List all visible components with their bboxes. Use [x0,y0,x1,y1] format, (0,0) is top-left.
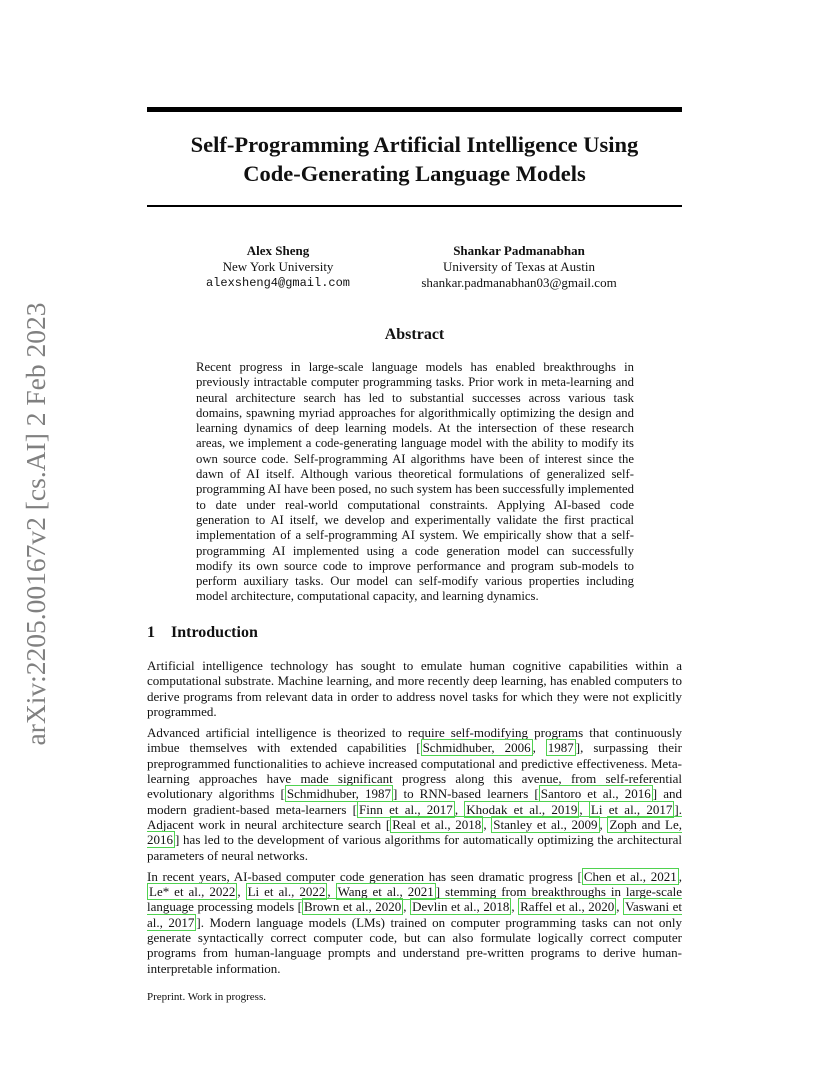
citation-link[interactable]: Khodak et al., 2019 [466,801,578,817]
text-run: , [483,816,492,832]
paragraph-1: Artificial intelligence technology has sought to emulate human cognitive capabilities within a computational substrate. Machine learning, and more recently deep learning, has enabled computers to derive programs from relevant data in order to address novel tasks for which they were not explicitly programmed. [147,658,682,719]
introduction-body [147,658,682,982]
paper-title-line-2: Code-Generating Language Models [243,161,586,186]
author-name: Alex Sheng [246,243,310,258]
text-run: , [403,899,411,915]
paper-title-line-1: Self-Programming Artificial Intelligence Using [190,132,639,157]
paragraph-2 [147,725,682,863]
text-run: Advanced artificial intelligence is theorized to require self-modifying programs that continuously imbue themselves with extended capabilities [ [147,725,682,756]
text-run: , [327,884,336,900]
citation-link[interactable]: Devlin et al., 2018 [412,899,510,915]
text-run: , [454,801,465,817]
author-email[interactable]: shankar.padmanabhan03@gmail.com [421,275,617,290]
text-run: ]. Adjacent work in neural architecture search [ [147,801,683,832]
citation-link[interactable]: Vaswani et al., 2017 [147,899,683,930]
citation-link[interactable]: Zoph and Le, 2016 [147,816,683,848]
citation-link[interactable]: Li et al., 2022 [247,884,326,900]
citation-link[interactable]: Le* et al., 2022 [149,884,236,900]
section-heading [147,624,258,642]
citation-link[interactable]: Schmidhuber, 2006 [422,740,531,756]
citation-link[interactable]: Schmidhuber, 1987 [286,786,392,802]
author-affiliation: University of Texas at Austin [443,259,595,274]
paper-title [147,130,682,188]
citation-link[interactable]: Stanley et al., 2009 [493,816,598,832]
citation-link[interactable]: Santoro et al., 2016 [540,786,651,802]
text-run: ] has led to the development of various algorithms for automatically optimizing the architectural parameters of neural networks. [147,832,682,863]
citation-link[interactable]: Wang et al., 2021 [337,884,434,900]
preprint-footer: Preprint. Work in progress. [147,991,266,1003]
citation-link[interactable]: Chen et al., 2021 [583,868,677,884]
text-run: ] to RNN-based learners [ [393,786,539,802]
author-affiliation: New York University [222,259,334,274]
paragraph-3 [147,869,682,976]
citation-link[interactable]: Raffel et al., 2020 [520,899,615,915]
text-run: , [237,884,246,900]
title-bottom-rule [147,205,682,207]
text-run: ] and modern gradient-based meta-learners [ [147,786,682,817]
author-email[interactable]: alexsheng4@gmail.com [205,276,351,290]
text-run: , [511,899,519,915]
citation-link[interactable]: 1987 [547,740,574,756]
title-top-rule [147,107,682,112]
citation-link[interactable]: Finn et al., 2017 [359,801,453,817]
author-block-2 [404,243,634,291]
author-name: Shankar Padmanabhan [453,243,585,258]
text-run: , [532,740,546,756]
text-run: , [616,899,624,915]
citation-link[interactable]: Li et al., 2017 [590,801,673,817]
section-title: Introduction [171,624,258,641]
section-number: 1 [147,624,155,641]
citation-link[interactable]: Real et al., 2018 [392,816,482,832]
text-run: , [678,868,682,884]
abstract-heading: Abstract [384,326,445,343]
citation-link[interactable]: Brown et al., 2020 [304,899,402,915]
text-run: , [599,816,608,832]
abstract-text: Recent progress in large-scale language models has enabled breakthroughs in previously intractable computer programming tasks. Prior work in meta-learning and neural architecture search has led to substantial successes across various task domains, spawning myriad approaches for algorithmically optimizing the design and learning dynamics of deep learning models. At the intersection of these research areas, we implement a code-generating language model with the ability to modify its own source code. Self-programming AI algorithms have been of interest since the dawn of AI itself. Although various theoretical formulations of generalized self-programming AI have been posed, no such system has been successfully implemented to date under real-world computational constraints. Applying AI-based code generation to AI itself, we develop and experimentally validate the first practical implementation of a self-programming AI system. We empirically show that a self-programming AI implemented using a code generation model can successfully modify its own source code to improve performance and program sub-models to perform auxiliary tasks. Our model can self-modify various properties including model architecture, computational capacity, and learning dynamics. [196,360,634,604]
text-run: ]. Modern language models (LMs) trained on computer programming tasks can not only generate syntactically correct computer code, but can also formulate logically correct computer programs from human-language prompts and understand pre-written programs to derive human-interpretable information. [147,914,682,976]
author-block-1 [187,243,369,291]
arxiv-identifier: arXiv:2205.00167v2 [cs.AI] 2 Feb 2023 [20,302,51,746]
text-run: In recent years, AI-based computer code generation has seen dramatic progress [ [147,868,582,884]
text-run: , [579,801,589,817]
text-run: ] stemming from breakthroughs in large-scale language processing models [ [147,884,682,915]
text-run: ], surpassing their preprogrammed functionalities to achieve increased computational and predictive effectiveness. Meta-learning approaches have made significant progress along this avenue, from self-referential evolutionary algorithms [ [147,740,682,802]
